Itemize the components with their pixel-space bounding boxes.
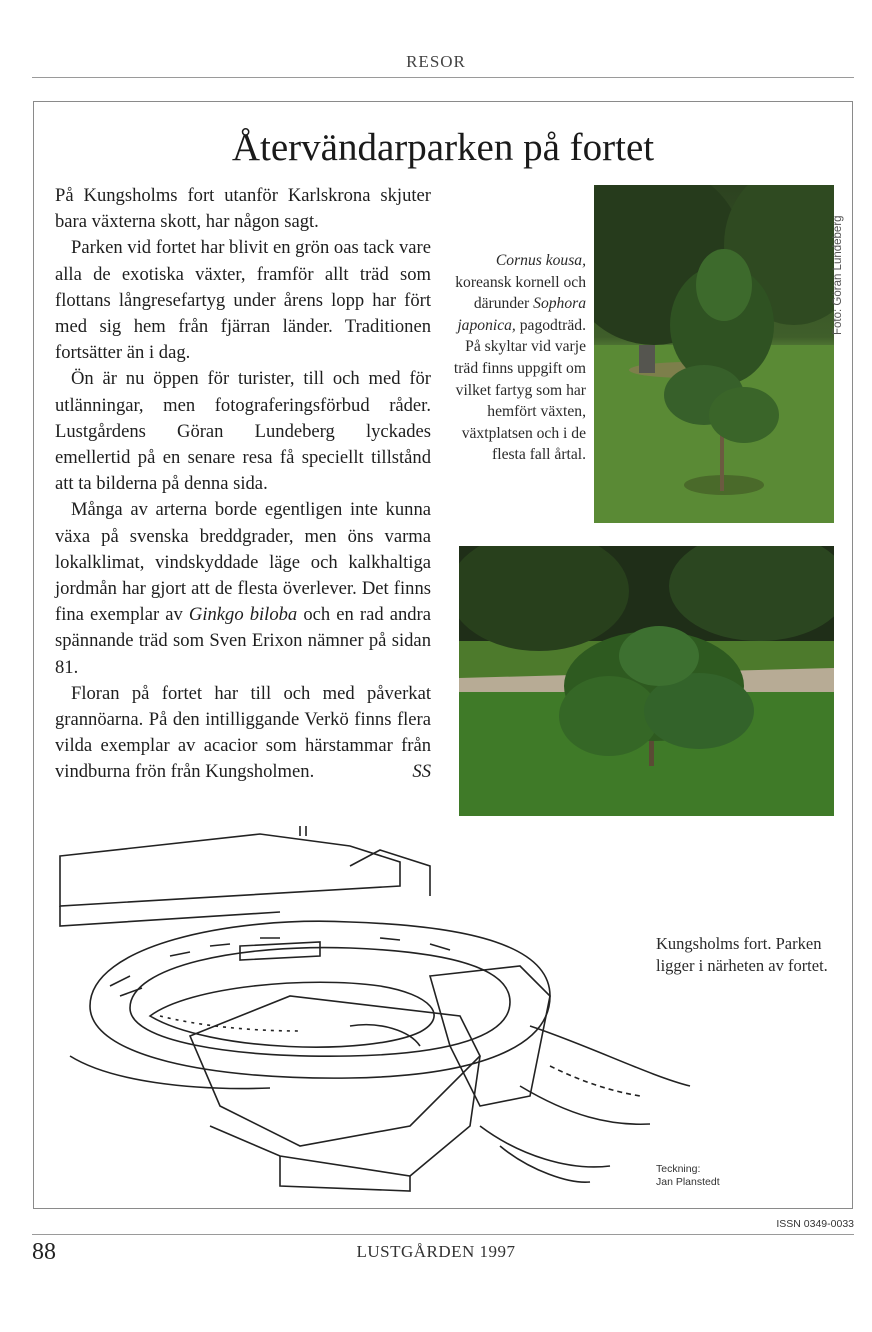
caption-species-2: Sophora japonica, (457, 295, 586, 334)
page-number: 88 (32, 1239, 56, 1265)
paragraph-4-text-b: och en rad andra spännande träd som Sven Erixon nämner på sidan 81. (55, 604, 431, 678)
drawing-credit-name: Jan Planstedt (656, 1176, 720, 1188)
paragraph-2: Parken vid fortet har blivit en grön oas tack vare alla de exotiska växter, framför allt träd som flottans långresefartyg under årens lopp har fört med sig hem från fjärran länder. Traditionen fortsätter än i dag. (55, 237, 431, 364)
photo-cornus-kousa (594, 185, 834, 523)
photo-caption (446, 250, 586, 466)
caption-common-1: koreansk kornell och därunder (455, 273, 586, 313)
paragraph-4-text-a: Många av arterna borde egentligen inte kunna växa på svenska breddgrader, men öns varma lokalklimat, vindskyddade läge och kalkhaltiga jordmån har gjort att de flesta överlever. Det finns fina exemplar av (55, 499, 431, 626)
article-body (55, 183, 431, 786)
fort-drawing (50, 826, 710, 1201)
issn: ISSN 0349-0033 (776, 1218, 854, 1230)
top-rule (32, 77, 854, 78)
publication-footer: LUSTGÅRDEN 1997 (356, 1242, 516, 1261)
caption-species-1: Cornus kousa, (495, 252, 586, 269)
author-signature: SS (412, 761, 431, 783)
caption-rest: pagodträd. På skyltar vid varje träd finns uppgift om vilket fartyg som har hemfört växten, växtplatsen och i de flesta fall årtal. (453, 316, 586, 464)
article-title: Återvändarparken på fortet (231, 126, 655, 169)
paragraph-4 (55, 497, 431, 680)
drawing-credit-label: Teckning: (656, 1163, 701, 1175)
photo-sophora-japonica (459, 546, 834, 816)
paragraph-5 (55, 681, 431, 786)
photo-credit: Foto: Göran Lundeberg (832, 215, 844, 335)
bottom-rule (32, 1234, 854, 1235)
drawing-credit (656, 1163, 720, 1189)
section-label: RESOR (406, 52, 466, 71)
paragraph-5-text: Floran på fortet har till och med påverkat grannöarna. På den intilliggande Verkö finns flera vilda exemplar av acacior som härstammar från vindburna frön från Kungsholmen. (55, 682, 431, 783)
drawing-caption: Kungsholms fort. Parken ligger i närheten av fortet. (656, 934, 828, 975)
species-ginkgo: Ginkgo biloba (188, 604, 298, 626)
paragraph-1: På Kungsholms fort utanför Karlskrona skjuter bara växterna skott, har någon sagt. (55, 185, 431, 233)
paragraph-3: Ön är nu öppen för turister, till och med för utlänningar, men fotograferingsförbud råder. Lustgårdens Göran Lundeberg lyckades emellertid på en senare resa få speciellt tillstånd att ta bilderna på denna sida. (55, 368, 431, 495)
